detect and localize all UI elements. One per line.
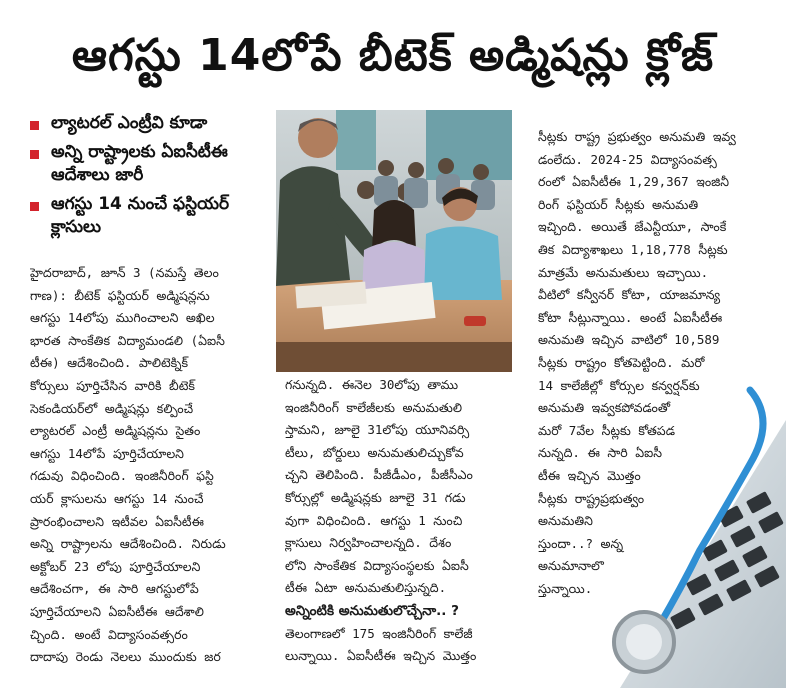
article-line: కోర్సుల్లో అడ్మిషన్లకు జూలై 31 గడు [285,489,466,505]
highlights-list [30,112,266,245]
highlight-text: ఆగస్టు 14 నుంచే ఫస్టియర్ క్లాసులు [51,194,230,237]
article-line: 14 కాలేజీల్లో కోర్సుల కన్వర్షన్‌కు [538,377,700,393]
bullet-square-icon [30,121,39,130]
article-line: టీఈ ఏటా అనుమతులిస్తున్నది. [285,580,447,596]
article-line: అనుమానాలొ [538,558,604,574]
highlight-item [30,112,266,135]
article-line: ఆదేశించగా, ఈ సారి ఆగస్టులోపే [30,581,199,597]
article-line: చ్చని తెలిపింది. పీజీడీఎం, పీజీసీఎం [285,467,473,483]
article-line: దాదాపు రెండు నెలలు ముందుకు జర [30,649,221,665]
article-line: హైదరాబాద్, జూన్ 3 (నమస్తే తెలం [30,265,219,280]
classroom-photo [276,110,512,372]
article-line: అన్ని రాష్ట్రాలను ఆదేశించింది. నిరుడు [30,536,226,552]
article-line: నున్నది. ఈ సారి ఏఐసీ [538,445,662,461]
article-column-left [30,262,266,669]
article-line: తిక విద్యాశాఖలు 1,18,778 సీట్లకు [538,241,728,257]
highlight-text: అన్ని రాష్ట్రాలకు ఏఐసీటీఈ ఆదేశాలు జారీ [51,142,228,185]
article-line: మాత్రమే అనుమతులు ఇచ్చాయి. [538,264,709,280]
article-line: లోని సాంకేతిక విద్యాసంస్థలకు ఏఐసీ [285,557,469,573]
article-line: పూర్తిచేయాలని ఏఐసీటీఈ ఆదేశాలి [30,603,204,619]
article-line: స్తున్నాయి. [538,580,593,596]
article-line: తెలంగాణలో 175 ఇంజినీరింగ్ కాలేజీ [285,625,473,641]
article-line: గనున్నది. ఈనెల 30లోపు తాము [285,377,459,392]
article-line: స్తుందా..? అన్న [538,535,624,551]
article-line: కోటా సీట్లున్నాయి. అంటే ఏఐసీటీఈ [538,309,723,325]
article-line: రింగ్ ఫస్టియర్ సీట్లకు అనుమతి [538,196,699,212]
article-line: ల్యాటరల్ ఎంట్రీ అడ్మిషన్లను సైతం [30,423,201,439]
article-line: ఆగస్టు 14లోపు ముగించాలని అఖిల [30,310,215,326]
stethoscope-laptop-icon [600,380,786,688]
article-line: అనుమతి ఇవ్వకపోవడంతో [538,400,671,416]
article-line: మరో 7వేల సీట్లకు కోతపడ [538,422,675,438]
article-line: డంలేదు. 2024-25 విద్యాసంవత్స [538,151,717,167]
article-line: యర్ క్లాసులను ఆగస్టు 14 నుంచే [30,490,204,506]
article-line: అనుమతి ఇచ్చిన వాటిలో 10,589 [538,332,720,348]
highlight-item [30,141,266,187]
article-line: ఇచ్చింది. అయితే జేఎన్టీయూ, సాంకే [538,219,727,235]
article-line: కోర్సులు పూర్తిచేసిన వారికి బీటెక్ [30,377,195,393]
stethoscope-laptop-graphic [600,380,786,688]
middle-subheading: అన్నింటికి అనుమతులొచ్చేనా.. ? [285,602,459,619]
bullet-square-icon [30,202,39,211]
article-line: టీఈ ఇచ్చిన మొత్తం [538,467,641,483]
article-line: క్లాసులు నిర్వహించాలన్నది. దేశం [285,535,452,551]
article-line: గాణ): బీటెక్ ఫస్టియర్ అడ్మిషన్లను [30,287,210,303]
highlight-item [30,193,266,239]
article-line: సెకండియర్‌లో అడ్మిషన్లు కల్పించే [30,400,194,416]
article-line: స్తామని, జూలై 31లోపు యూనివర్సి [285,422,470,438]
article-line: సీట్లకు రాష్ట్రం కోతపెట్టింది. మరో [538,354,705,370]
article-line: సీట్లకు రాష్ట్ర ప్రభుత్వం అనుమతి ఇవ్వ [538,129,736,144]
headline: ఆగస్టు 14లోపే బీటెక్ అడ్మిషన్లు క్లోజ్ [71,30,715,81]
article-line: లున్నాయి. ఏఐసీటీఈ ఇచ్చిన మొత్తం [285,648,477,664]
highlight-text: ల్యాటరల్ ఎంట్రీవి కూడా [51,113,208,133]
article-line: టీలు, బోర్డులు అనుమతులిచ్చుకోవ [285,444,464,460]
article-line: ప్రారంభించాలని ఇటీవల ఏఐసీటీఈ [30,513,204,529]
article-line: రంలో ఏఐసీటీఈ 1,29,367 ఇంజినీ [538,174,730,190]
article-line: ఇంజినీరింగ్ కాలేజీలకు అనుమతులి [285,399,463,415]
article-line: టీఈ) ఆదేశించింది. పాలిటెక్నిక్ [30,355,189,371]
article-column-middle [285,374,511,668]
article-line: ఆగస్టు 14లోపే పూర్తిచేయాలని [30,445,184,461]
article-line: సీట్లకు రాష్ట్రప్రభుత్వం [538,490,645,506]
classroom-photo-graphic [276,110,512,372]
article-line: అనుమతిని [538,513,593,529]
article-line: వుగా విధించింది. ఆగస్టు 1 నుంచి [285,512,463,528]
article-line: గడువు విధించింది. ఇంజినీరింగ్ ఫస్టి [30,468,214,484]
bullet-square-icon [30,150,39,159]
article-line: చ్చింది. అంటే విద్యాసంవత్సరం [30,626,188,642]
article-line: భారత సాంకేతిక విద్యామండలి (ఏఐసీ [30,332,225,348]
article-line: అక్టోబర్ 23 లోపు పూర్తిచేయాలని [30,558,201,574]
article-line: వీటిలో కన్వీనర్ కోటా, యాజమాన్య [538,287,721,303]
